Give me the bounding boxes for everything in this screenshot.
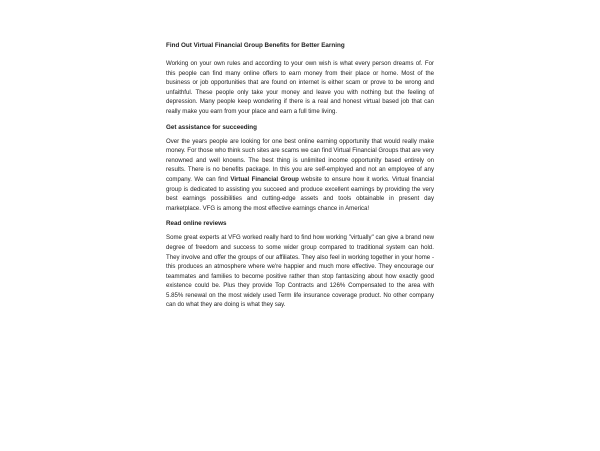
reviews-paragraph: Some great experts at VFG worked really hard to find how working "virtually" can give a brand new degree of freedom and success to some wider group compared to traditional system can hold. They involve and offer the groups of our affiliates. They also feel in working together in your home - this produces an atmosphere where we're happier and much more effective. They encourage our teammates and families to become positive rather than stop fantasizing about how exactly good existence could be. Plus they provide Top Contracts and 126% Compensated to the area with 5.85% renewal on the most widely used Term life insurance coverage product. No other company can do what they are doing is what they say.: [166, 234, 434, 309]
assistance-text-start: Over the years people are looking for one best online earning opportunity that would really make money. For those who think such sites are scams we can find Virtual Financial Groups that are very renowned and well knowns. The best thing is unlimited income opportunity based entirely on results. There is no benefits package. In this you are self-employed and not an employee of any company. We can find: [166, 137, 434, 183]
document-title: Find Out Virtual Financial Group Benefits for Better Earning: [166, 42, 345, 49]
intro-paragraph: Working on your own rules and according to your own wish is what every person dreams of. For this people can find many online offers to earn money from their place or home. Most of the business or job opportunities that are found on internet is either scam or prove to be wrong and unfaithful. These people only take your money and leave you with nothing but the feeling of depression. Many people keep wondering if there is a real and honest virtual based job that can really make you earn from your place and earn a full time living.: [166, 60, 434, 115]
assistance-text-end: website to ensure how it works. Virtual financial group is dedicated to assisting you succeed and produce excellent earnings by providing the very best earnings possibilities and cutting-edge assets and tools obtainable in present day marketplace. VFG is among the most effective earnings chance in America!: [166, 175, 435, 212]
vfg-link-text: Virtual Financial Group: [230, 175, 299, 183]
document-body: [166, 41, 434, 316]
section-heading-reviews: Read online reviews: [166, 220, 227, 228]
assistance-paragraph: [166, 137, 434, 214]
section-heading-assistance: Get assistance for succeeding: [166, 123, 257, 131]
